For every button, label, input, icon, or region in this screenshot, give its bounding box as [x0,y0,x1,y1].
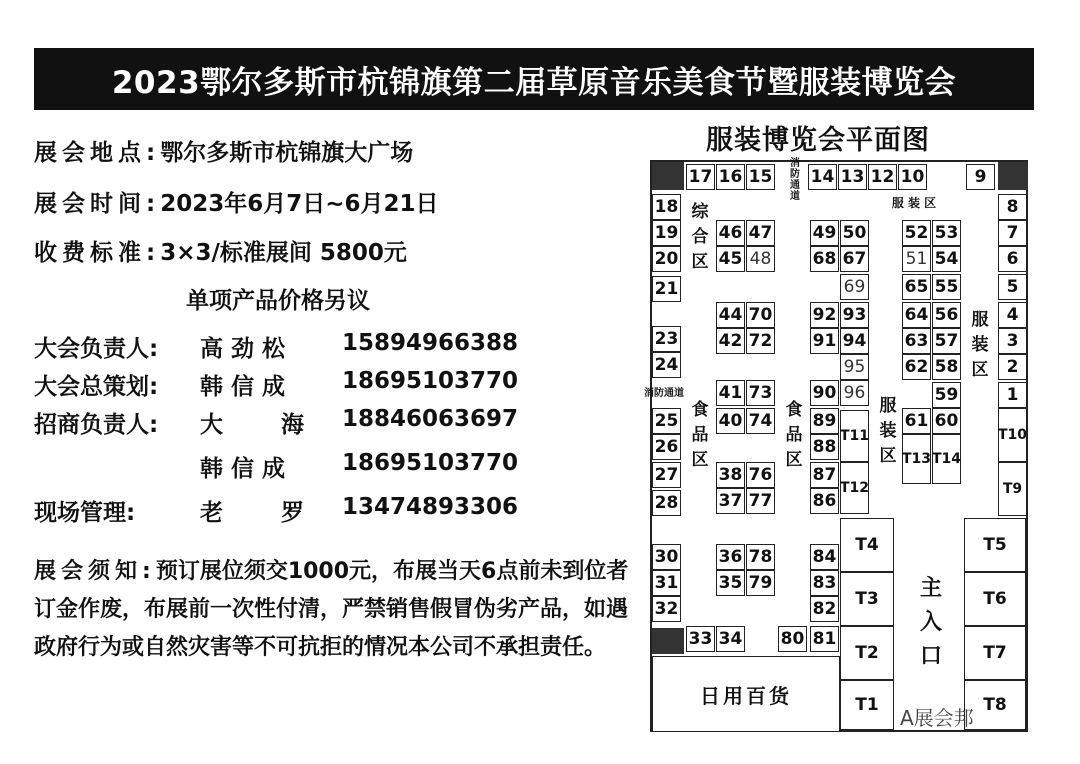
booth-48: 48 [746,246,775,272]
booth-t5: T5 [964,518,1026,572]
booth-t4: T4 [840,518,894,572]
booth-20: 20 [652,246,681,272]
booth-62: 62 [902,354,931,380]
booth-23: 23 [652,326,681,352]
zone-clothing-middle: 服装区 [879,396,897,466]
notice-text: 预订展位须交1000元，布展当天6点前未到位者订金作废，布展前一次性付清，严禁销售假冒伪劣产品，如遇政府行为或自然灾害等不可抗拒的情况本公司不承担责任。 [34,559,629,660]
contact-name: 韩 信 成 [200,374,286,400]
booth-27: 27 [652,462,681,488]
booth-31: 31 [652,570,681,596]
notice-label: 展会须知: [34,559,156,584]
booth-73: 73 [746,380,775,406]
booth-54: 54 [932,246,961,272]
booth-44: 44 [716,302,745,328]
booth-5: 5 [998,274,1027,300]
zone-daily-goods: 日用百货 [652,656,840,732]
contact-name: 高 劲 松 [200,336,286,362]
fee-value: 3×3/标准展间 5800元 [160,240,407,266]
booth-95: 95 [840,354,869,380]
booth-12: 12 [868,164,897,190]
booth-16: 16 [716,164,745,190]
booth-92: 92 [810,302,839,328]
contact-role: 大会负责人: [34,336,159,362]
booth-82: 82 [810,596,839,622]
booth-36: 36 [716,544,745,570]
booth-57: 57 [932,328,961,354]
fire-exit-top: 消防通道 [790,158,800,202]
booth-42: 42 [716,328,745,354]
booth-78: 78 [746,544,775,570]
fee-note: 单项产品价格另议 [186,288,370,314]
zone-clothing-top: 服 装 区 [891,196,937,210]
title-banner: 2023鄂尔多斯市杭锦旗第二届草原音乐美食节暨服装博览会 [34,48,1034,110]
booth-8: 8 [998,194,1027,220]
booth-38: 38 [716,462,745,488]
booth-56: 56 [932,302,961,328]
booth-69: 69 [840,274,869,300]
booth-86: 86 [810,488,839,514]
booth-67: 67 [840,246,869,272]
booth-17: 17 [686,164,715,190]
booth-41: 41 [716,380,745,406]
booth-35: 35 [716,570,745,596]
fee-label: 收费标准: [34,240,161,266]
booth-72: 72 [746,328,775,354]
booth-46: 46 [716,220,745,246]
booth-15: 15 [746,164,775,190]
booth-3: 3 [998,328,1027,354]
contact-phone: 13474893306 [342,494,519,520]
contact-phone: 18695103770 [342,450,519,476]
contact-role: 招商负责人: [34,412,159,438]
fee-row [34,234,407,267]
booth-t10: T10 [998,408,1027,462]
contact-name: 大 海 [200,412,305,438]
booth-84: 84 [810,544,839,570]
booth-37: 37 [716,488,745,514]
booth-34: 34 [716,626,745,652]
booth-70: 70 [746,302,775,328]
contact-phone: 18695103770 [342,368,519,394]
booth-14: 14 [808,164,837,190]
booth-t6: T6 [964,572,1026,626]
booth-83: 83 [810,570,839,596]
booth-13: 13 [838,164,867,190]
notice [34,553,644,667]
booth-87: 87 [810,462,839,488]
booth-25: 25 [652,408,681,434]
booth-40: 40 [716,408,745,434]
booth-19: 19 [652,220,681,246]
booth-t13: T13 [902,434,931,484]
booth-59: 59 [932,382,961,408]
booth-t8: T8 [964,680,1026,730]
floor-plan [644,158,1028,732]
booth-88: 88 [810,434,839,460]
booth-89: 89 [810,408,839,434]
contact-name: 老 罗 [200,500,305,526]
booth-t11: T11 [840,410,869,462]
booth-81: 81 [810,626,839,652]
zone-general: 综合区 [691,202,709,272]
booth-79: 79 [746,570,775,596]
booth-63: 63 [902,328,931,354]
booth-t9: T9 [998,462,1027,516]
booth-18: 18 [652,194,681,220]
watermark: A展会邦 [900,706,974,730]
booth-65: 65 [902,274,931,300]
dark-corner [652,162,684,190]
plan-title: 服装博览会平面图 [706,125,930,156]
booth-21: 21 [652,276,681,302]
dark-corner [652,628,684,654]
booth-t3: T3 [840,572,894,626]
time-label: 展会时间: [34,191,161,217]
booth-28: 28 [652,490,681,516]
main-entrance: 主入口 [919,576,942,669]
booth-9: 9 [966,164,995,190]
booth-51: 51 [902,246,931,272]
booth-47: 47 [746,220,775,246]
booth-t12: T12 [840,462,869,514]
booth-6: 6 [998,246,1027,272]
time-row [34,185,439,218]
booth-53: 53 [932,220,961,246]
contact-phone: 15894966388 [342,330,519,356]
booth-58: 58 [932,354,961,380]
booth-76: 76 [746,462,775,488]
booth-52: 52 [902,220,931,246]
booth-74: 74 [746,408,775,434]
booth-64: 64 [902,302,931,328]
booth-60: 60 [932,408,961,434]
booth-10: 10 [898,164,927,190]
zone-food-left: 食品区 [691,400,709,470]
booth-49: 49 [810,220,839,246]
booth-93: 93 [840,302,869,328]
dark-corner [998,162,1028,190]
booth-68: 68 [810,246,839,272]
fire-exit-left: 消防通道 [644,388,684,399]
booth-96: 96 [840,380,869,406]
booth-90: 90 [810,380,839,406]
booth-91: 91 [810,328,839,354]
booth-4: 4 [998,302,1027,328]
booth-7: 7 [998,220,1027,246]
zone-food-middle: 食品区 [785,400,803,470]
zone-clothing-right: 服装区 [971,310,989,380]
location-label: 展会地点: [34,140,161,166]
booth-32: 32 [652,596,681,622]
contact-role: 现场管理: [34,500,136,526]
booth-50: 50 [840,220,869,246]
booth-t2: T2 [840,626,894,680]
contact-role: 大会总策划: [34,374,159,400]
booth-24: 24 [652,352,681,378]
booth-26: 26 [652,434,681,460]
booth-77: 77 [746,488,775,514]
booth-2: 2 [998,354,1027,380]
booth-1: 1 [998,382,1027,408]
booth-33: 33 [686,626,715,652]
booth-t7: T7 [964,626,1026,680]
booth-55: 55 [932,274,961,300]
booth-45: 45 [716,246,745,272]
booth-30: 30 [652,544,681,570]
location-row [34,134,413,167]
booth-61: 61 [902,408,931,434]
booth-t1: T1 [840,680,894,730]
time-value: 2023年6月7日~6月21日 [160,191,439,217]
booth-t14: T14 [932,434,961,484]
location-value: 鄂尔多斯市杭锦旗大广场 [160,140,414,166]
contact-phone: 18846063697 [342,406,519,432]
contact-name: 韩 信 成 [200,456,286,482]
booth-94: 94 [840,328,869,354]
booth-80: 80 [778,626,807,652]
